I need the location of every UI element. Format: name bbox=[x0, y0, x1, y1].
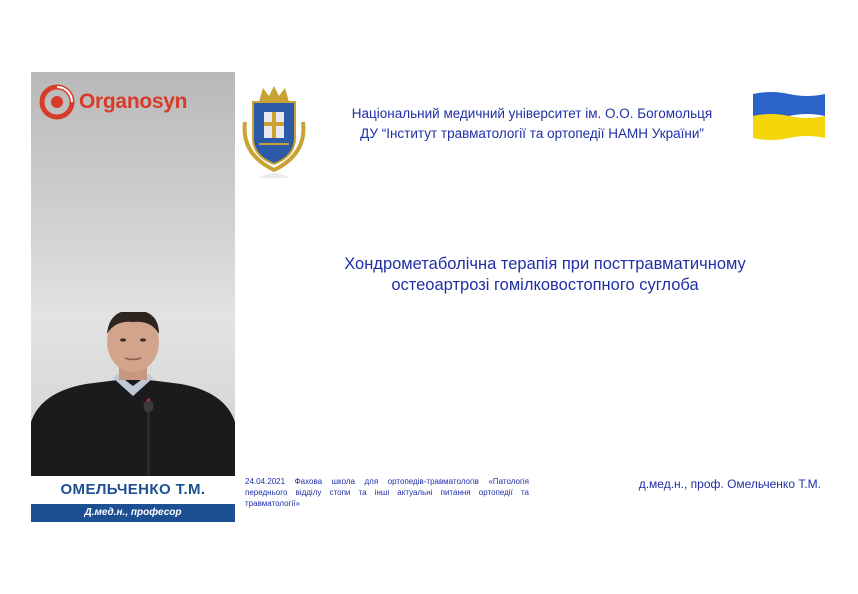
institute-name: ДУ “Інститут травматології та ортопедії НАМН України” bbox=[360, 126, 704, 141]
speaker-title: Д.мед.н., професор bbox=[31, 504, 235, 522]
university-emblem-icon bbox=[237, 82, 311, 178]
university-name: Національний медичний університет ім. О.О. Богомольця bbox=[351, 106, 713, 121]
slide-title bbox=[275, 254, 815, 296]
slide-title-line2: остеоартрозі гомілковостопного суглоба bbox=[391, 276, 699, 294]
speaker-panel bbox=[31, 72, 235, 522]
event-info: 24.04.2021 Фахова школа для ортопедів-травматологів «Патологія переднього відділу стопи та інші актуальні питання ортопедії та травматології» bbox=[245, 477, 529, 508]
slide-title-line1: Хондрометаболічна терапія при посттравматичному bbox=[344, 255, 746, 273]
presenter-credit: д.мед.н., проф. Омельченко Т.М. bbox=[638, 477, 821, 491]
organosyn-logo-icon bbox=[39, 84, 75, 120]
brand bbox=[39, 84, 187, 120]
speaker-video bbox=[31, 312, 235, 478]
brand-name: Organosyn bbox=[79, 90, 188, 113]
speaker-name: ОМЕЛЬЧЕНКО Т.М. bbox=[31, 476, 235, 504]
presentation-slide bbox=[235, 72, 833, 522]
ukraine-flag-icon bbox=[753, 90, 825, 142]
video-frame bbox=[31, 72, 833, 522]
